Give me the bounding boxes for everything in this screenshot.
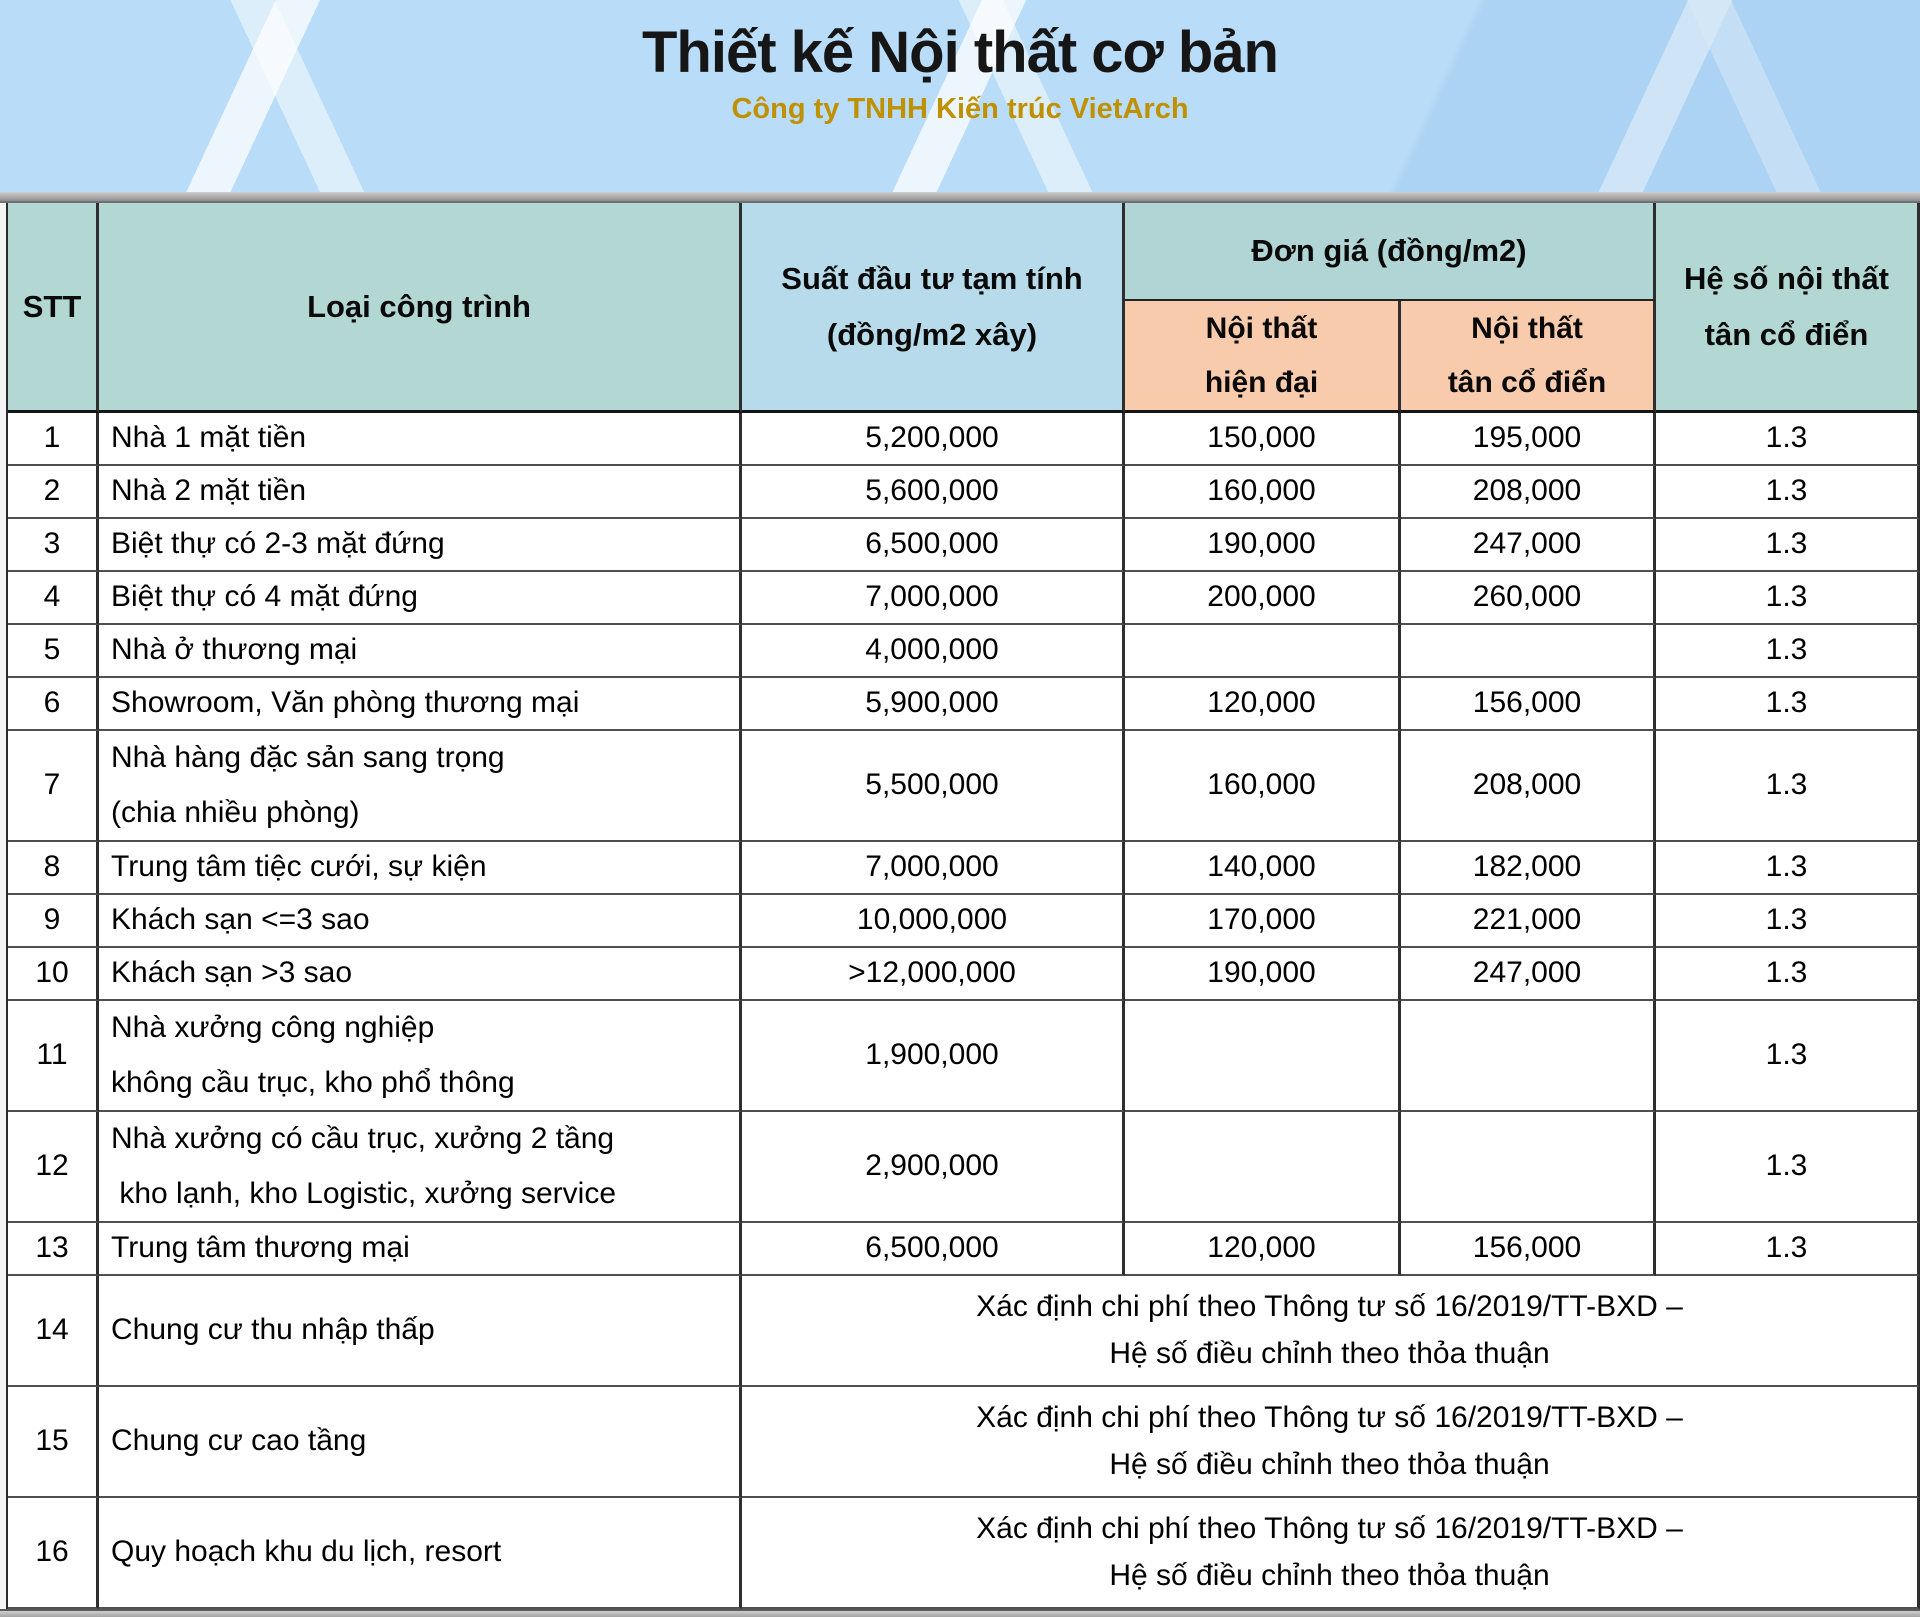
modern-price-cell: 150,000 (1125, 413, 1401, 466)
merged-note-line: Hệ số điều chỉnh theo thỏa thuận (1109, 1558, 1550, 1592)
project-type-cell (99, 466, 742, 519)
coefficient-cell: 1.3 (1656, 895, 1920, 948)
header-unit-price-label: Đơn giá (đồng/m2) (1251, 233, 1527, 269)
project-type-cell (99, 731, 742, 842)
merged-note-cell (742, 1387, 1920, 1498)
project-type-cell (99, 1223, 742, 1276)
investment-cell: 5,500,000 (742, 731, 1125, 842)
project-type-cell (99, 678, 742, 731)
coefficient-cell: 1.3 (1656, 413, 1920, 466)
company-name: Công ty TNHH Kiến trúc VietArch (731, 92, 1189, 125)
project-type-line: Quy hoạch khu du lịch, resort (111, 1535, 502, 1569)
neoclassic-price-cell: 247,000 (1401, 948, 1656, 1001)
project-type-cell (99, 1001, 742, 1112)
investment-cell: 5,200,000 (742, 413, 1125, 466)
neoclassic-price-cell: 208,000 (1401, 731, 1656, 842)
investment-cell: 7,000,000 (742, 842, 1125, 895)
investment-cell: 2,900,000 (742, 1112, 1125, 1223)
header-project-type-label: Loại công trình (307, 288, 531, 324)
project-type-cell (99, 625, 742, 678)
stt-cell: 10 (8, 948, 99, 1001)
left-margin-sliver (0, 203, 8, 1609)
bottom-divider-band (0, 1609, 1920, 1617)
investment-cell: 1,900,000 (742, 1001, 1125, 1112)
header-investment-line2: (đồng/m2 xây) (826, 316, 1038, 352)
header-coefficient (1656, 203, 1920, 413)
project-type-cell (99, 1112, 742, 1223)
project-type-line: Nhà ở thương mại (111, 633, 358, 667)
header-coefficient-line1: Hệ số nội thất (1684, 260, 1889, 296)
coefficient-cell: 1.3 (1656, 572, 1920, 625)
project-type-line: Showroom, Văn phòng thương mại (111, 686, 580, 720)
project-type-line: Chung cư thu nhập thấp (111, 1313, 435, 1347)
neoclassic-price-cell (1401, 1112, 1656, 1223)
neoclassic-price-cell: 221,000 (1401, 895, 1656, 948)
coefficient-cell: 1.3 (1656, 948, 1920, 1001)
coefficient-cell: 1.3 (1656, 1223, 1920, 1276)
page-title: Thiết kế Nội thất cơ bản (642, 20, 1278, 85)
modern-price-cell: 200,000 (1125, 572, 1401, 625)
coefficient-cell: 1.3 (1656, 678, 1920, 731)
neoclassic-price-cell: 260,000 (1401, 572, 1656, 625)
modern-price-cell (1125, 625, 1401, 678)
project-type-cell (99, 519, 742, 572)
investment-cell: 4,000,000 (742, 625, 1125, 678)
project-type-cell (99, 895, 742, 948)
stt-cell: 15 (8, 1387, 99, 1498)
project-type-line: Nhà xưởng công nghiệp (111, 1011, 435, 1044)
project-type-line: Biệt thự có 2-3 mặt đứng (111, 527, 445, 561)
stt-cell: 8 (8, 842, 99, 895)
stt-cell: 6 (8, 678, 99, 731)
header-project-type (99, 203, 742, 413)
neoclassic-price-cell: 247,000 (1401, 519, 1656, 572)
stt-cell: 16 (8, 1498, 99, 1609)
header-modern-interior (1125, 301, 1401, 413)
modern-price-cell (1125, 1112, 1401, 1223)
pricing-table (8, 203, 1920, 1609)
merged-note-line: Xác định chi phí theo Thông tư số 16/2019/TT-BXD – (976, 1511, 1683, 1545)
project-type-line: không cầu trục, kho phổ thông (111, 1065, 515, 1099)
header-coefficient-line2: tân cổ điển (1704, 316, 1869, 352)
header-stt-label: STT (22, 288, 82, 324)
merged-note-line: Hệ số điều chỉnh theo thỏa thuận (1109, 1447, 1550, 1481)
neoclassic-price-cell: 208,000 (1401, 466, 1656, 519)
project-type-cell (99, 1387, 742, 1498)
modern-price-cell: 140,000 (1125, 842, 1401, 895)
coefficient-cell: 1.3 (1656, 625, 1920, 678)
investment-cell: 5,900,000 (742, 678, 1125, 731)
neoclassic-price-cell: 182,000 (1401, 842, 1656, 895)
top-divider-band (0, 192, 1920, 203)
stt-cell: 9 (8, 895, 99, 948)
coefficient-cell: 1.3 (1656, 519, 1920, 572)
project-type-line: Khách sạn >3 sao (111, 956, 353, 990)
page-banner (0, 0, 1920, 192)
stt-cell: 11 (8, 1001, 99, 1112)
project-type-line: Khách sạn <=3 sao (111, 903, 370, 937)
investment-cell: 6,500,000 (742, 519, 1125, 572)
header-modern-line1: Nội thất (1205, 311, 1318, 345)
modern-price-cell: 190,000 (1125, 948, 1401, 1001)
investment-cell: 6,500,000 (742, 1223, 1125, 1276)
merged-note-line: Xác định chi phí theo Thông tư số 16/2019/TT-BXD – (976, 1289, 1683, 1323)
stt-cell: 1 (8, 413, 99, 466)
investment-cell: 10,000,000 (742, 895, 1125, 948)
investment-cell: 5,600,000 (742, 466, 1125, 519)
modern-price-cell: 170,000 (1125, 895, 1401, 948)
investment-cell: 7,000,000 (742, 572, 1125, 625)
neoclassic-price-cell: 156,000 (1401, 678, 1656, 731)
table-outer (0, 203, 1920, 1609)
merged-note-line: Hệ số điều chỉnh theo thỏa thuận (1109, 1336, 1550, 1370)
project-type-cell (99, 413, 742, 466)
stt-cell: 4 (8, 572, 99, 625)
header-investment-line1: Suất đầu tư tạm tính (781, 260, 1083, 296)
project-type-line: kho lạnh, kho Logistic, xưởng service (111, 1176, 617, 1210)
coefficient-cell: 1.3 (1656, 731, 1920, 842)
stt-cell: 12 (8, 1112, 99, 1223)
modern-price-cell (1125, 1001, 1401, 1112)
merged-note-cell (742, 1498, 1920, 1609)
investment-cell: >12,000,000 (742, 948, 1125, 1001)
project-type-cell (99, 948, 742, 1001)
project-type-cell (99, 1498, 742, 1609)
project-type-line: Trung tâm tiệc cưới, sự kiện (111, 850, 487, 884)
modern-price-cell: 160,000 (1125, 466, 1401, 519)
modern-price-cell: 160,000 (1125, 731, 1401, 842)
stt-cell: 14 (8, 1276, 99, 1387)
project-type-line: Nhà hàng đặc sản sang trọng (111, 741, 505, 774)
coefficient-cell: 1.3 (1656, 1001, 1920, 1112)
neoclassic-price-cell: 156,000 (1401, 1223, 1656, 1276)
header-modern-line2: hiện đại (1204, 365, 1319, 399)
project-type-cell (99, 1276, 742, 1387)
project-type-line: Chung cư cao tầng (111, 1424, 367, 1458)
project-type-line: Nhà 1 mặt tiền (111, 421, 307, 455)
modern-price-cell: 190,000 (1125, 519, 1401, 572)
header-stt (8, 203, 99, 413)
stt-cell: 13 (8, 1223, 99, 1276)
neoclassic-price-cell: 195,000 (1401, 413, 1656, 466)
stt-cell: 3 (8, 519, 99, 572)
project-type-line: Biệt thự có 4 mặt đứng (111, 580, 418, 614)
merged-note-cell (742, 1276, 1920, 1387)
modern-price-cell: 120,000 (1125, 1223, 1401, 1276)
header-unit-price (1125, 203, 1656, 301)
coefficient-cell: 1.3 (1656, 842, 1920, 895)
project-type-line: Nhà xưởng có cầu trục, xưởng 2 tầng (111, 1122, 615, 1155)
modern-price-cell: 120,000 (1125, 678, 1401, 731)
header-neoclassic-line1: Nội thất (1471, 311, 1583, 345)
project-type-line: Trung tâm thương mại (111, 1231, 410, 1265)
stt-cell: 2 (8, 466, 99, 519)
merged-note-line: Xác định chi phí theo Thông tư số 16/2019/TT-BXD – (976, 1400, 1683, 1434)
neoclassic-price-cell (1401, 625, 1656, 678)
stt-cell: 7 (8, 731, 99, 842)
stt-cell: 5 (8, 625, 99, 678)
header-investment (742, 203, 1125, 413)
project-type-cell (99, 842, 742, 895)
coefficient-cell: 1.3 (1656, 1112, 1920, 1223)
project-type-cell (99, 572, 742, 625)
project-type-line: (chia nhiều phòng) (111, 795, 360, 829)
header-neoclassic-interior (1401, 301, 1656, 413)
neoclassic-price-cell (1401, 1001, 1656, 1112)
header-neoclassic-line2: tân cổ điển (1447, 365, 1607, 399)
project-type-line: Nhà 2 mặt tiền (111, 474, 307, 508)
coefficient-cell: 1.3 (1656, 466, 1920, 519)
